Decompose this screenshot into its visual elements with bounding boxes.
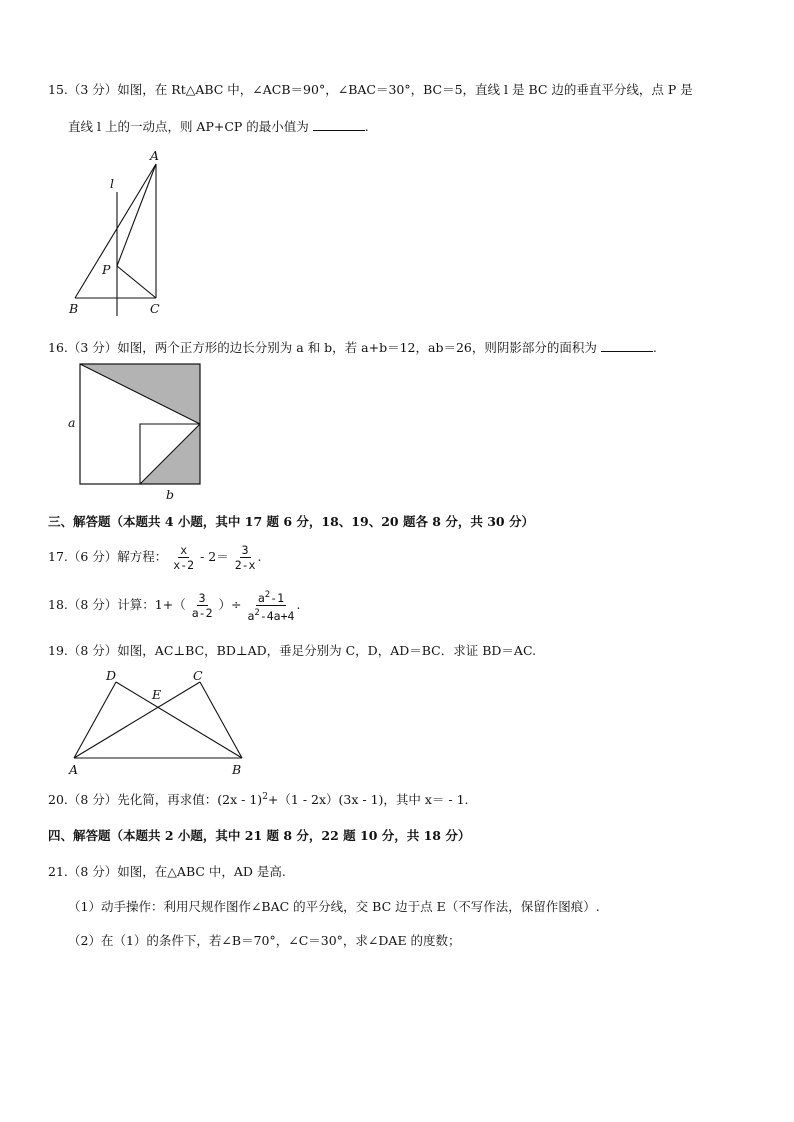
q15-line2 <box>68 117 369 135</box>
section3-title: 三、解答题（本题共 4 小题，其中 17 题 6 分，18、19、20 题各 8 分，共 30 分） <box>48 514 534 529</box>
q18-num-base: a <box>257 590 265 605</box>
q18-frac2-den <box>245 606 296 623</box>
q18-num-rest: -1 <box>270 590 285 605</box>
q17-fraction-1 <box>171 543 196 572</box>
q16-label-b: b <box>166 487 175 502</box>
q19-label-e: E <box>152 687 162 702</box>
q17-fraction-2 <box>233 543 258 572</box>
q15-end: . <box>364 119 369 134</box>
q15-label-b: B <box>69 301 79 316</box>
q19-figure <box>60 668 260 778</box>
q20-line <box>48 790 469 808</box>
q18-den-base: a <box>247 608 255 623</box>
q19-label-a: A <box>69 762 79 777</box>
q18-mid: ）÷ <box>218 596 242 612</box>
q15-answer-blank <box>313 120 365 131</box>
q18-frac1-den: a-2 <box>191 605 213 620</box>
q17-prefix: 17.（6 分）解方程： <box>48 549 168 564</box>
q17-frac1-den: x-2 <box>173 558 195 572</box>
q17-frac2-num: 3 <box>241 543 249 557</box>
q15-line1: 15.（3 分）如图，在 Rt△ABC 中，∠ACB＝90°，∠BAC＝30°，BC＝5，直线 l 是 BC 边的垂直平分线，点 P 是 <box>48 82 693 97</box>
q18-frac1-num: 3 <box>198 590 206 605</box>
q16-figure <box>60 360 210 505</box>
q15-label-p: P <box>102 262 111 277</box>
q19-label-c: C <box>193 668 203 683</box>
q16-text: 16.（3 分）如图，两个正方形的边长分别为 a 和 b，若 a+b＝12，ab＝26，则阴影部分的面积为 <box>48 340 597 355</box>
q18-num-exp: 2 <box>264 590 271 600</box>
q18-den-rest: -4a+4 <box>259 608 295 623</box>
q15-label-c: C <box>150 301 160 316</box>
q17-frac1-num: x <box>180 543 188 557</box>
q17-frac2-den: 2-x <box>234 558 256 572</box>
section4-title: 四、解答题（本题共 2 小题，其中 21 题 8 分，22 题 10 分，共 18 分） <box>48 828 471 843</box>
q21-part1: （1）动手操作：利用尺规作图作∠BAC 的平分线，交 BC 边于点 E（不写作法，保留作图痕）. <box>68 899 600 914</box>
q17-end: . <box>257 549 262 564</box>
q18-prefix: 18.（8 分）计算：1+（ <box>48 596 186 612</box>
q20-exp: 2 <box>262 791 268 802</box>
q18-fraction-1 <box>190 591 215 620</box>
q17-line <box>48 543 261 572</box>
q18-frac2-num <box>256 588 286 606</box>
q17-mid: - 2＝ <box>200 549 229 564</box>
q18-fraction-2 <box>245 588 296 623</box>
q19-label-b: B <box>232 762 242 777</box>
q18-end: . <box>296 596 301 612</box>
q19-line1: 19.（8 分）如图，AC⊥BC，BD⊥AD，垂足分别为 C，D，AD＝BC．求证 BD＝AC. <box>48 643 537 658</box>
q20-post: +（1 - 2x）(3x - 1)，其中 x＝ - 1. <box>267 792 469 807</box>
q19-label-d: D <box>106 668 117 683</box>
q15-text: 直线 l 上的一动点，则 AP+CP 的最小值为 <box>68 119 309 134</box>
q16-end: . <box>652 340 657 355</box>
q15-figure <box>60 148 180 318</box>
q21-line1: 21.（8 分）如图，在△ABC 中，AD 是高. <box>48 864 286 879</box>
q18-den-exp: 2 <box>254 607 260 618</box>
q16-line1 <box>48 338 657 356</box>
q15-label-a: A <box>150 148 160 163</box>
q18-line <box>48 588 300 623</box>
q21-part2: （2）在（1）的条件下，若∠B＝70°，∠C＝30°，求∠DAE 的度数； <box>68 933 461 948</box>
q15-label-l: l <box>110 176 114 191</box>
q16-answer-blank <box>601 341 653 352</box>
q16-label-a: a <box>68 415 76 430</box>
q20-pre: 20.（8 分）先化简，再求值：(2x - 1) <box>48 792 263 807</box>
